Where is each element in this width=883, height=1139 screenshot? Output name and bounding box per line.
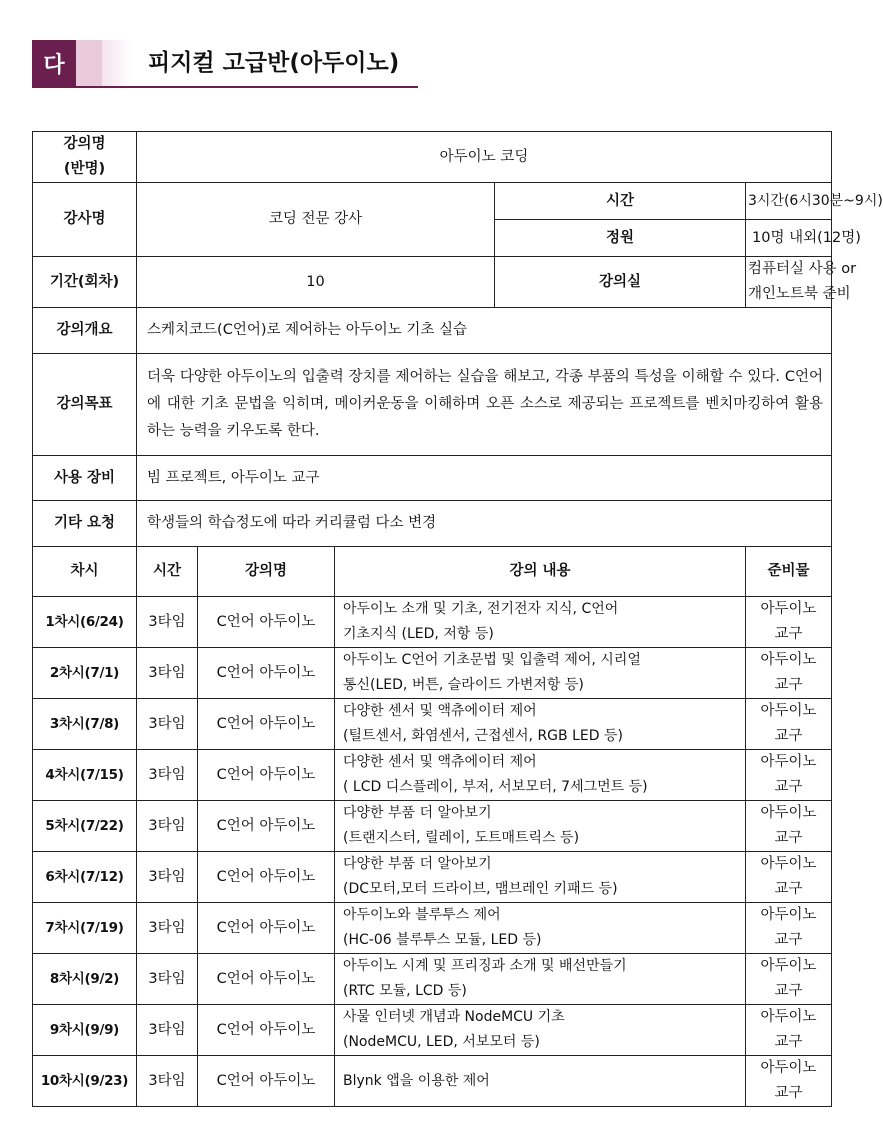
course-cell: C언어 아두이노 [198, 954, 335, 1005]
content-cell [335, 801, 746, 852]
schedule-body [33, 597, 832, 1107]
materials-line-2: 교구 [774, 1085, 803, 1101]
session-cell: 1차시(6/24) [33, 597, 137, 648]
session-cell: 4차시(7/15) [33, 750, 137, 801]
section-gradient-decoration [102, 40, 132, 86]
table-row [33, 954, 832, 1005]
other-value: 학생들의 학습정도에 따라 커리큘럼 다소 변경 [137, 501, 832, 547]
period-label: 기간(회차) [33, 257, 137, 308]
overview-label: 강의개요 [33, 308, 137, 354]
content-line-2: ( LCD 디스플레이, 부저, 서보모터, 7세그먼트 등) [343, 779, 648, 795]
materials-line-2: 교구 [774, 1034, 803, 1050]
content-line-1: 아두이노 시계 및 프리징과 소개 및 배선만들기 [343, 958, 627, 974]
goal-label: 강의목표 [33, 354, 137, 456]
capacity-label: 정원 [495, 220, 746, 257]
time-label: 시간 [495, 183, 746, 220]
other-label: 기타 요청 [33, 501, 137, 547]
time-cell: 3타임 [137, 648, 198, 699]
content-line-2: (트랜지스터, 릴레이, 도트매트릭스 등) [343, 830, 580, 846]
course-table [32, 131, 883, 1107]
room-label: 강의실 [495, 257, 746, 308]
time-cell: 3타임 [137, 1056, 198, 1107]
time-cell: 3타임 [137, 903, 198, 954]
materials-cell [746, 1005, 832, 1056]
materials-cell [746, 1056, 832, 1107]
materials-line-2: 교구 [774, 830, 803, 846]
content-cell [335, 852, 746, 903]
equipment-value: 빔 프로젝트, 아두이노 교구 [137, 456, 832, 501]
materials-line-1: 아두이노 [760, 805, 817, 821]
content-line-1: Blynk 앱을 이용한 제어 [343, 1072, 490, 1089]
row-course-name [33, 132, 832, 183]
content-line-2: (NodeMCU, LED, 서보모터 등) [343, 1034, 540, 1050]
time-cell: 3타임 [137, 801, 198, 852]
content-line-1: 아두이노 C언어 기초문법 및 입출력 제어, 시리얼 [343, 652, 641, 668]
schedule-header-row [33, 547, 832, 597]
materials-line-1: 아두이노 [760, 703, 817, 719]
content-cell [335, 954, 746, 1005]
content-cell [335, 1056, 746, 1107]
header-materials: 준비물 [746, 547, 832, 597]
session-cell: 3차시(7/8) [33, 699, 137, 750]
course-cell: C언어 아두이노 [198, 648, 335, 699]
session-cell: 6차시(7/12) [33, 852, 137, 903]
table-row [33, 699, 832, 750]
materials-line-2: 교구 [774, 677, 803, 693]
course-cell: C언어 아두이노 [198, 597, 335, 648]
content-line-2: (DC모터,모터 드라이브, 맴브레인 키패드 등) [343, 881, 618, 897]
materials-cell [746, 801, 832, 852]
materials-cell [746, 597, 832, 648]
content-line-1: 아두이노와 블루투스 제어 [343, 907, 501, 923]
table-row [33, 801, 832, 852]
course-cell: C언어 아두이노 [198, 1056, 335, 1107]
session-cell: 2차시(7/1) [33, 648, 137, 699]
time-cell: 3타임 [137, 954, 198, 1005]
materials-line-2: 교구 [774, 932, 803, 948]
materials-cell [746, 648, 832, 699]
course-cell: C언어 아두이노 [198, 852, 335, 903]
course-cell: C언어 아두이노 [198, 699, 335, 750]
materials-line-2: 교구 [774, 983, 803, 999]
session-cell: 8차시(9/2) [33, 954, 137, 1005]
capacity-value: 10명 내외(12명) [746, 220, 832, 257]
goal-value: 더욱 다양한 아두이노의 입출력 장치를 제어하는 실습을 해보고, 각종 부품의 특성을 이해할 수 있다. C언어에 대한 기초 문법을 익히며, 메이커운동을 이해하며 오픈 소스로 제공되는 프로젝트를 벤치마킹하여 활용하는 능력을 키우도록 한다. [137, 354, 832, 456]
materials-line-1: 아두이노 [760, 907, 817, 923]
time-cell: 3타임 [137, 1005, 198, 1056]
content-cell [335, 699, 746, 750]
materials-line-1: 아두이노 [760, 856, 817, 872]
content-line-2: 통신(LED, 버튼, 슬라이드 가변저항 등) [343, 677, 584, 693]
table-row [33, 1056, 832, 1107]
table-row [33, 648, 832, 699]
course-name-value: 아두이노 코딩 [137, 132, 832, 183]
overview-value: 스케치코드(C언어)로 제어하는 아두이노 기초 실습 [137, 308, 832, 354]
materials-line-2: 교구 [774, 881, 803, 897]
materials-cell [746, 903, 832, 954]
materials-cell [746, 750, 832, 801]
session-cell: 9차시(9/9) [33, 1005, 137, 1056]
materials-line-1: 아두이노 [760, 958, 817, 974]
header-content: 강의 내용 [335, 547, 746, 597]
table-row [33, 903, 832, 954]
materials-line-2: 교구 [774, 728, 803, 744]
content-cell [335, 903, 746, 954]
time-value: 3시간(6시30분~9시) [746, 183, 832, 220]
content-cell [335, 597, 746, 648]
header-time: 시간 [137, 547, 198, 597]
content-line-2: (HC-06 블루투스 모듈, LED 등) [343, 932, 542, 948]
table-row [33, 750, 832, 801]
time-cell: 3타임 [137, 597, 198, 648]
table-row [33, 1005, 832, 1056]
content-line-1: 다양한 부품 더 알아보기 [343, 805, 492, 821]
course-cell: C언어 아두이노 [198, 1005, 335, 1056]
row-goal [33, 354, 832, 456]
equipment-label: 사용 장비 [33, 456, 137, 501]
materials-line-1: 아두이노 [760, 754, 817, 770]
content-line-1: 아두이노 소개 및 기초, 전기전자 지식, C언어 [343, 601, 619, 617]
row-overview [33, 308, 832, 354]
table-row [33, 597, 832, 648]
content-cell [335, 750, 746, 801]
content-line-1: 다양한 부품 더 알아보기 [343, 856, 492, 872]
section-title: 피지컬 고급반(아두이노) [148, 50, 400, 76]
content-line-2: (틸트센서, 화염센서, 근접센서, RGB LED 등) [343, 728, 623, 744]
materials-line-2: 교구 [774, 779, 803, 795]
time-cell: 3타임 [137, 699, 198, 750]
section-badge: 다 [32, 40, 76, 86]
materials-line-1: 아두이노 [760, 652, 817, 668]
section-underline [32, 86, 418, 88]
instructor-value: 코딩 전문 강사 [137, 183, 495, 257]
materials-cell [746, 954, 832, 1005]
materials-cell [746, 852, 832, 903]
session-cell: 5차시(7/22) [33, 801, 137, 852]
content-line-1: 다양한 센서 및 액츄에이터 제어 [343, 754, 537, 770]
materials-line-2: 교구 [774, 626, 803, 642]
table-row [33, 852, 832, 903]
header-session: 차시 [33, 547, 137, 597]
section-header [32, 40, 418, 88]
row-period [33, 257, 832, 308]
content-line-1: 다양한 센서 및 액츄에이터 제어 [343, 703, 537, 719]
course-cell: C언어 아두이노 [198, 750, 335, 801]
content-cell [335, 1005, 746, 1056]
section-stripe-decoration [76, 40, 102, 86]
row-other [33, 501, 832, 547]
instructor-label: 강사명 [33, 183, 137, 257]
time-cell: 3타임 [137, 852, 198, 903]
row-equipment [33, 456, 832, 501]
session-cell: 7차시(7/19) [33, 903, 137, 954]
header-course: 강의명 [198, 547, 335, 597]
course-cell: C언어 아두이노 [198, 903, 335, 954]
content-line-2: 기초지식 (LED, 저항 등) [343, 626, 494, 642]
content-cell [335, 648, 746, 699]
session-cell: 10차시(9/23) [33, 1056, 137, 1107]
materials-cell [746, 699, 832, 750]
room-value: 컴퓨터실 사용 or 개인노트북 준비 [746, 257, 832, 308]
materials-line-1: 아두이노 [760, 1060, 817, 1076]
course-cell: C언어 아두이노 [198, 801, 335, 852]
materials-line-1: 아두이노 [760, 1009, 817, 1025]
materials-line-1: 아두이노 [760, 601, 817, 617]
content-line-2: (RTC 모듈, LCD 등) [343, 983, 467, 999]
content-line-1: 사물 인터넷 개념과 NodeMCU 기초 [343, 1009, 565, 1025]
time-cell: 3타임 [137, 750, 198, 801]
row-instructor [33, 183, 832, 220]
period-value: 10 [137, 257, 495, 308]
course-name-label: 강의명 (반명) [33, 132, 137, 183]
